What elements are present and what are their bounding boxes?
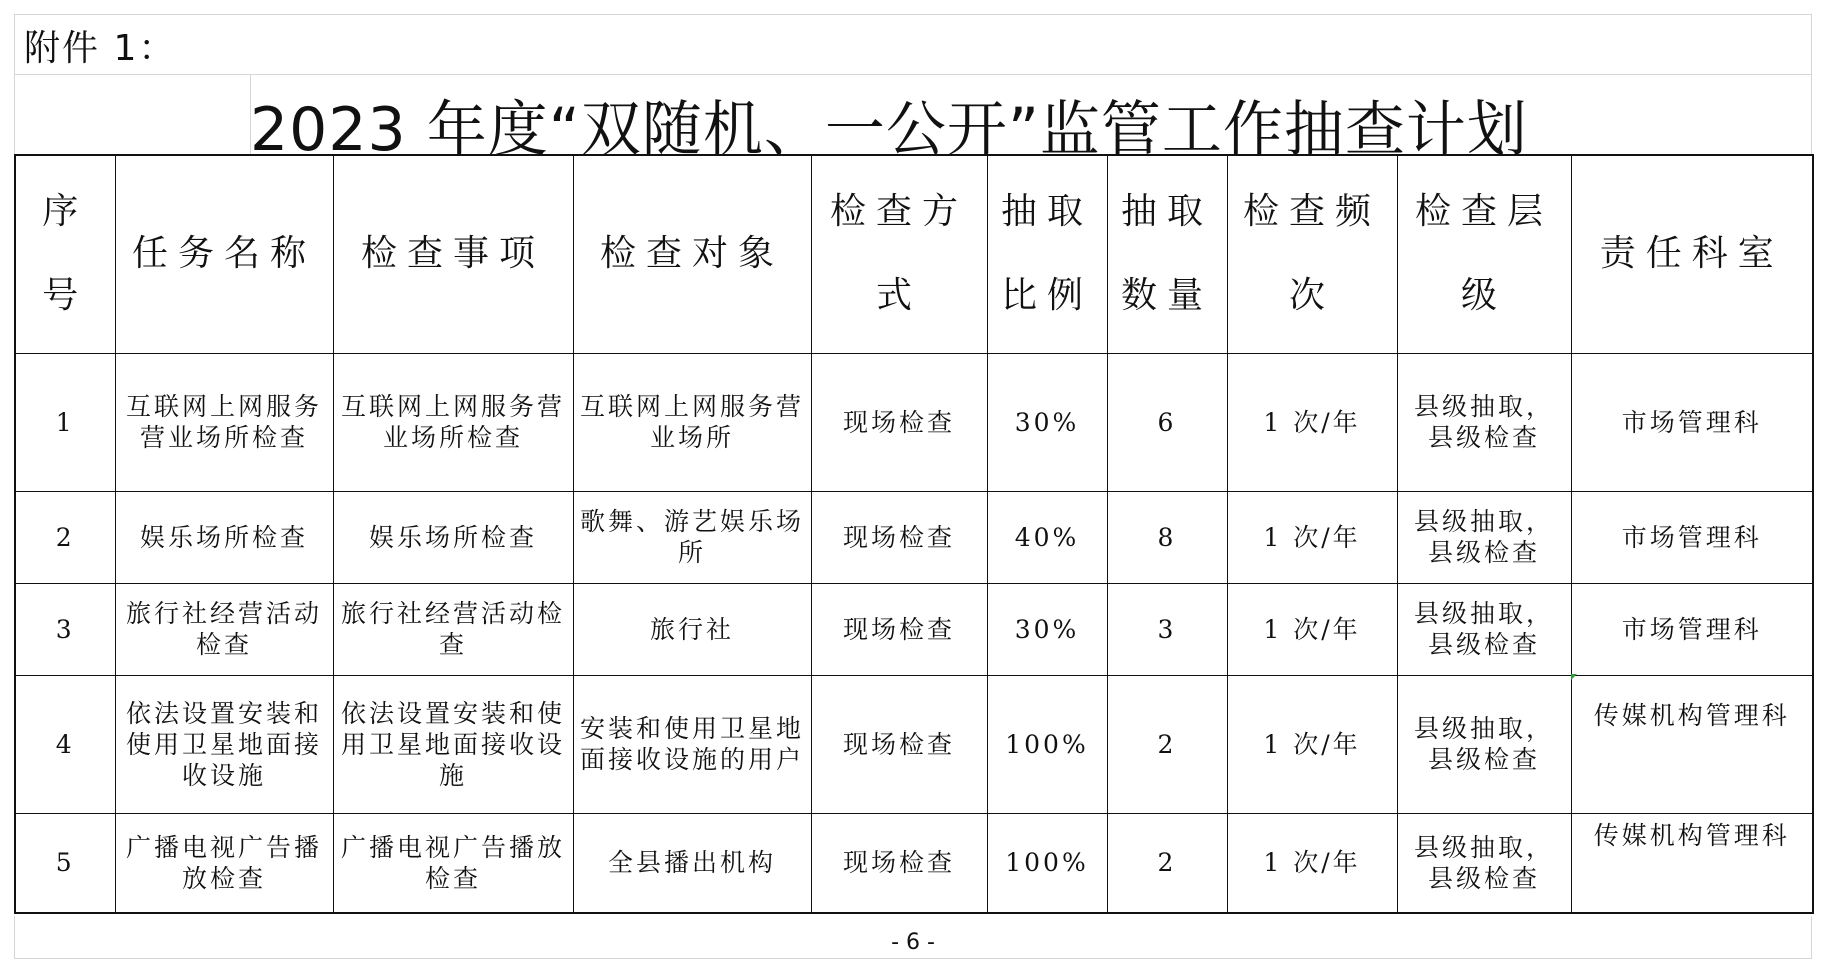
page-title: 2023 年度“双随机、一公开”监管工作抽查计划: [250, 95, 1528, 165]
page-number: - 6 -: [891, 930, 935, 955]
cell-frequency: 1 次/年: [1227, 813, 1397, 913]
cell-department: 传媒机构管理科: [1571, 675, 1813, 813]
cell-department: 市场管理科: [1571, 491, 1813, 583]
cell-task: 旅行社经营活动检查: [115, 583, 333, 675]
cell-target: 旅行社: [573, 583, 811, 675]
table-row: [15, 491, 1813, 583]
cell-task: 广播电视广告播放检查: [115, 813, 333, 913]
table-row: [15, 813, 1813, 913]
cell-target: 互联网上网服务营业场所: [573, 353, 811, 491]
cell-level: 县级抽取，县级检查: [1397, 583, 1571, 675]
cell-method: 现场检查: [811, 675, 987, 813]
table-row: [15, 583, 1813, 675]
cell-count: 6: [1107, 353, 1227, 491]
cell-department: 传媒机构管理科: [1571, 813, 1813, 913]
table-row: [15, 675, 1813, 813]
header-level: 检查层 级: [1397, 155, 1571, 353]
cell-item: 互联网上网服务营业场所检查: [333, 353, 573, 491]
header-target: 检查对象: [573, 155, 811, 353]
cell-item: 娱乐场所检查: [333, 491, 573, 583]
cell-ratio: 30%: [987, 583, 1107, 675]
cell-count: 8: [1107, 491, 1227, 583]
cell-frequency: 1 次/年: [1227, 491, 1397, 583]
cell-frequency: 1 次/年: [1227, 675, 1397, 813]
cell-no: 2: [15, 491, 115, 583]
cell-department: 市场管理科: [1571, 583, 1813, 675]
cell-level: 县级抽取，县级检查: [1397, 491, 1571, 583]
cell-item: 广播电视广告播放检查: [333, 813, 573, 913]
header-ratio: 抽取 比例: [987, 155, 1107, 353]
cell-no: 4: [15, 675, 115, 813]
cell-target: 安装和使用卫星地面接收设施的用户: [573, 675, 811, 813]
attachment-label: 附件 1：: [24, 28, 177, 69]
cell-level: 县级抽取，县级检查: [1397, 353, 1571, 491]
cell-task: 互联网上网服务营业场所检查: [115, 353, 333, 491]
cell-comment-marker: [1571, 674, 1577, 680]
cell-frequency: 1 次/年: [1227, 583, 1397, 675]
header-row: [15, 155, 1813, 353]
cell-task: 娱乐场所检查: [115, 491, 333, 583]
header-method: 检查方 式: [811, 155, 987, 353]
cell-level: 县级抽取，县级检查: [1397, 675, 1571, 813]
cell-task: 依法设置安装和使用卫星地面接收设施: [115, 675, 333, 813]
cell-target: 歌舞、游艺娱乐场所: [573, 491, 811, 583]
cell-count: 2: [1107, 813, 1227, 913]
header-frequency: 检查频 次: [1227, 155, 1397, 353]
cell-department: 市场管理科: [1571, 353, 1813, 491]
header-department: 责任科室: [1571, 155, 1813, 353]
cell-no: 1: [15, 353, 115, 491]
header-count: 抽取 数量: [1107, 155, 1227, 353]
header-no: 序 号: [15, 155, 115, 353]
header-task: 任务名称: [115, 155, 333, 353]
cell-ratio: 100%: [987, 813, 1107, 913]
cell-count: 2: [1107, 675, 1227, 813]
cell-item: 依法设置安装和使用卫星地面接收设施: [333, 675, 573, 813]
cell-no: 5: [15, 813, 115, 913]
cell-method: 现场检查: [811, 583, 987, 675]
cell-no: 3: [15, 583, 115, 675]
cell-count: 3: [1107, 583, 1227, 675]
cell-ratio: 40%: [987, 491, 1107, 583]
header-item: 检查事项: [333, 155, 573, 353]
inspection-plan-table: [14, 154, 1814, 914]
cell-method: 现场检查: [811, 353, 987, 491]
cell-item: 旅行社经营活动检查: [333, 583, 573, 675]
table-row: [15, 353, 1813, 491]
cell-ratio: 30%: [987, 353, 1107, 491]
cell-target: 全县播出机构: [573, 813, 811, 913]
cell-level: 县级抽取，县级检查: [1397, 813, 1571, 913]
cell-method: 现场检查: [811, 813, 987, 913]
cell-ratio: 100%: [987, 675, 1107, 813]
cell-frequency: 1 次/年: [1227, 353, 1397, 491]
cell-method: 现场检查: [811, 491, 987, 583]
